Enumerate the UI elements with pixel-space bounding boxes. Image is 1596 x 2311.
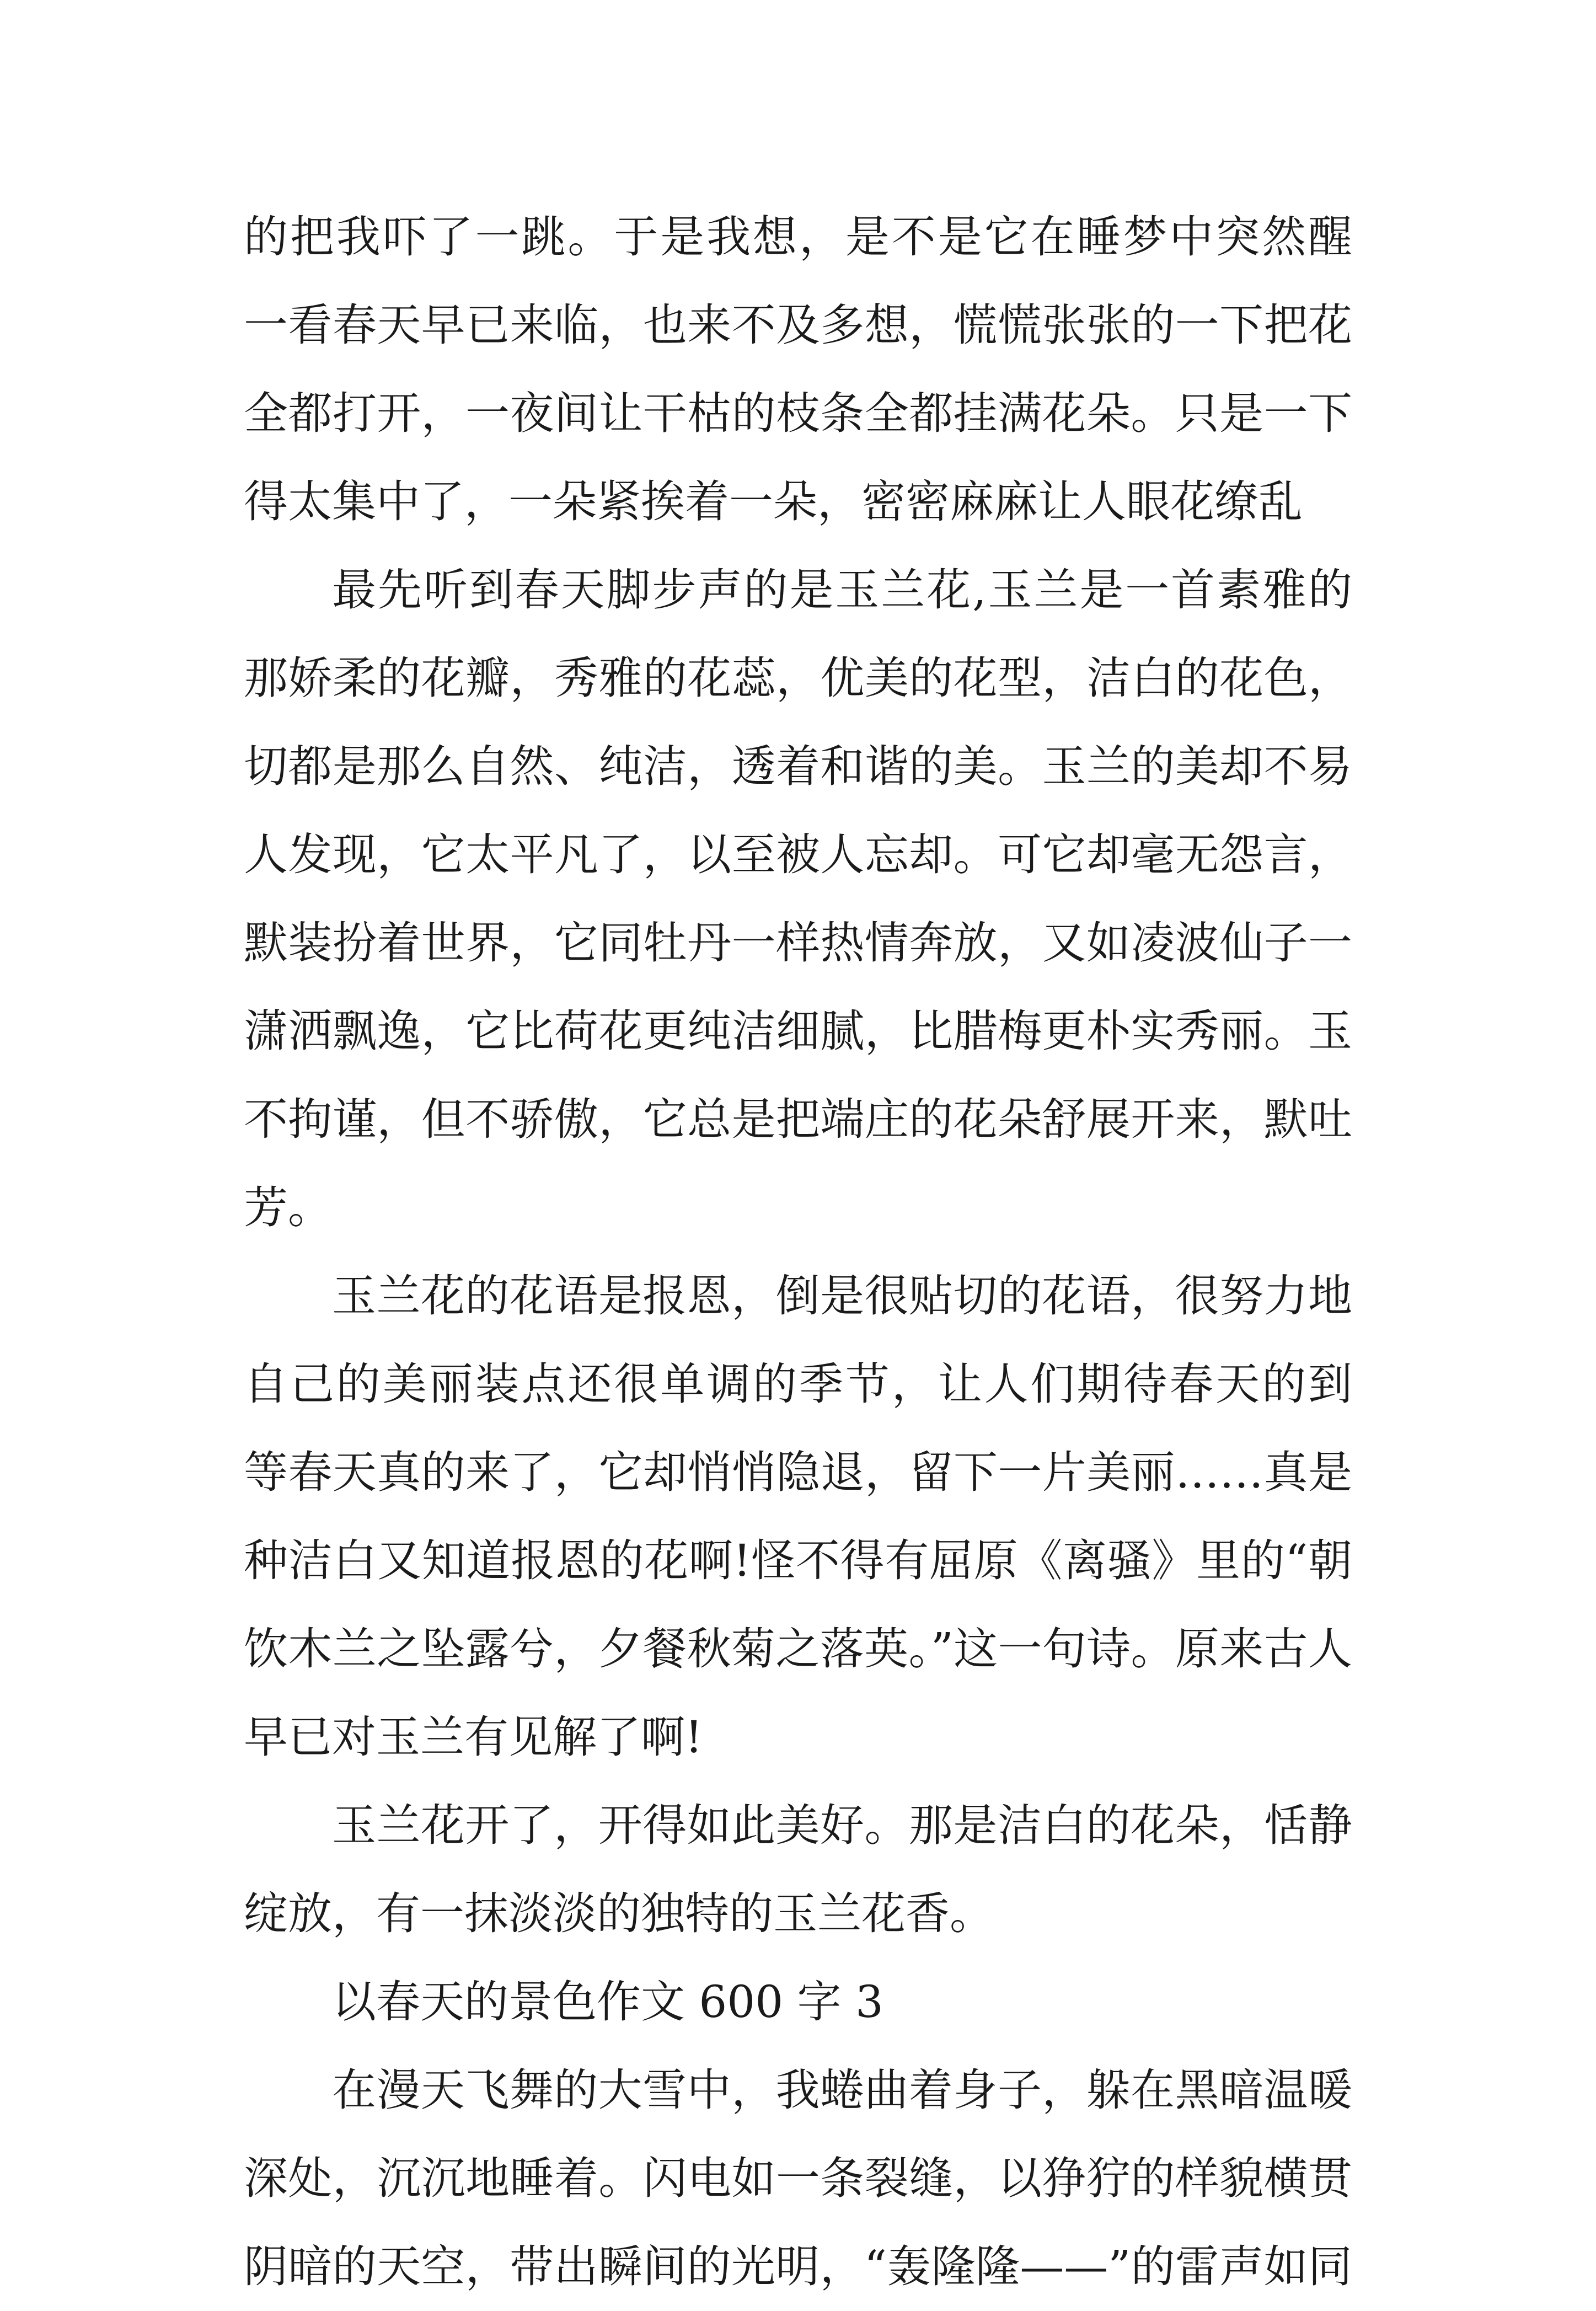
paragraph-first-line: 玉兰花的花语是报恩，倒是很贴切的花语，很努力地: [332, 1270, 1352, 1322]
text-line: 全都打开，一夜间让干枯的枝条全都挂满花朵。只是一下: [244, 388, 1352, 439]
paragraph-first-line: 玉兰花开了，开得如此美好。那是洁白的花朵，恬静: [332, 1800, 1352, 1851]
text-line: 饮木兰之坠露兮，夕餐秋菊之落英。”这一句诗。原来古人: [244, 1623, 1352, 1675]
text-line: 人发现，它太平凡了，以至被人忘却。可它却毫无怨言，: [244, 829, 1352, 880]
text-line: 不拘谨，但不骄傲，它总是把端庄的花朵舒展开来，默吐: [244, 1094, 1352, 1145]
text-line: 自己的美丽装点还很单调的季节，让人们期待春天的到: [244, 1358, 1352, 1410]
paragraph-first-line: 最先听到春天脚步声的是玉兰花,玉兰是一首素雅的: [332, 564, 1352, 616]
text-line: 种洁白又知道报恩的花啊!怪不得有屈原《离骚》里的“朝: [244, 1535, 1352, 1586]
text-line: 芳。: [244, 1182, 332, 1233]
text-line: 默装扮着世界，它同牡丹一样热情奔放，又如凌波仙子一: [244, 917, 1352, 969]
text-line: 一看春天早已来临，也来不及多想，慌慌张张的一下把花: [244, 299, 1352, 351]
text-line: 等春天真的来了，它却悄悄隐退，留下一片美丽……真是: [244, 1447, 1352, 1498]
text-line: 切都是那么自然、纯洁，透着和谐的美。玉兰的美却不易: [244, 741, 1352, 792]
text-line: 绽放，有一抹淡淡的独特的玉兰花香。: [244, 1888, 994, 1939]
text-line: 潇洒飘逸，它比荷花更纯洁细腻，比腊梅更朴实秀丽。玉: [244, 1005, 1352, 1057]
text-line: 的把我吓了一跳。于是我想，是不是它在睡梦中突然醒: [244, 211, 1352, 263]
document-body: [244, 193, 1352, 2311]
text-line: 早已对玉兰有见解了啊!: [244, 1711, 703, 1763]
text-line: 深处，沉沉地睡着。闪电如一条裂缝，以狰狞的样貌横贯: [244, 2153, 1352, 2204]
text-line: 阴暗的天空，带出瞬间的光明，“轰隆隆——”的雷声如同: [244, 2241, 1352, 2292]
text-line: 那娇柔的花瓣，秀雅的花蕊，优美的花型，洁白的花色，: [244, 652, 1352, 704]
paragraph-first-line: 在漫天飞舞的大雪中，我蜷曲着身子，躲在黑暗温暖: [332, 2064, 1352, 2116]
paragraph-first-line: 以春天的景色作文 600 字 3: [332, 1976, 883, 2028]
text-line: 得太集中了，一朵紧挨着一朵，密密麻麻让人眼花缭乱: [244, 476, 1303, 527]
